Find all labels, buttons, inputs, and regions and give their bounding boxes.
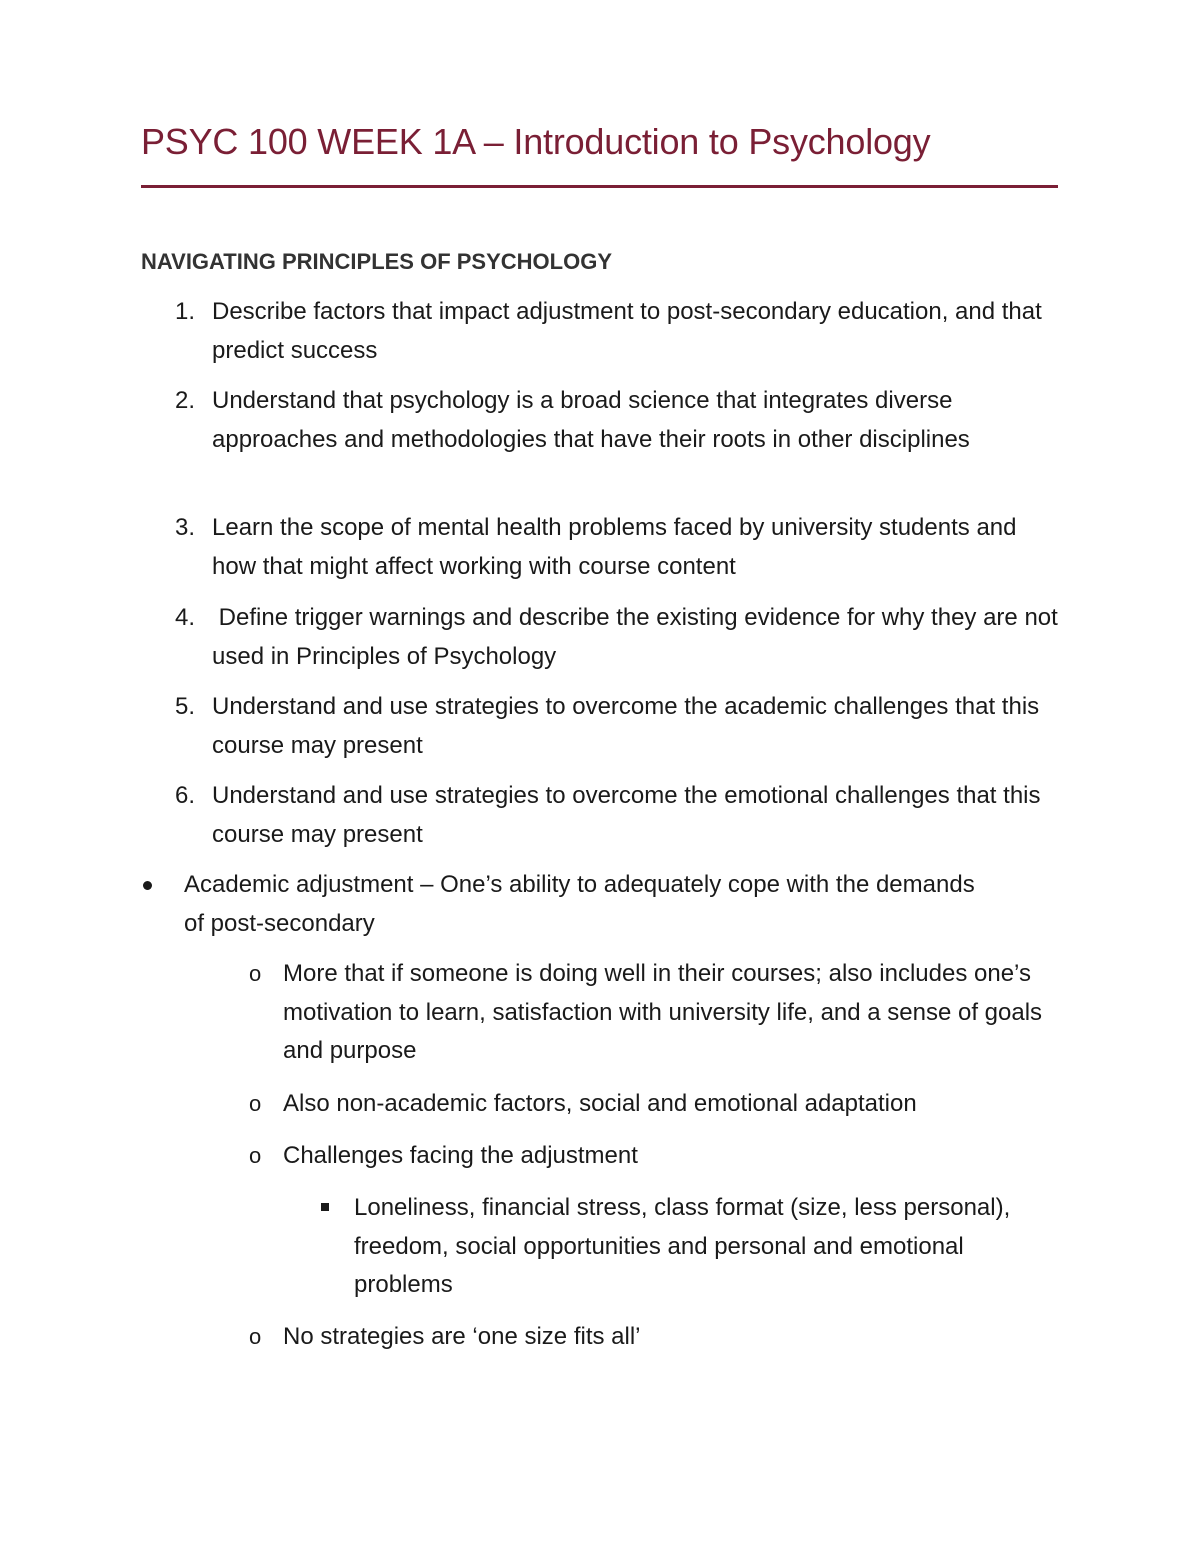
sub-item-text: No strategies are ‘one size fits all’ bbox=[283, 1323, 641, 1350]
objective-number: 3. bbox=[175, 514, 196, 541]
square-bullet-icon bbox=[321, 1203, 329, 1211]
objective-text: Learn the scope of mental health problems faced by university students and how that might affect working with course content bbox=[212, 514, 1017, 580]
objective-text: Understand and use strategies to overcome the emotional challenges that this course may present bbox=[212, 782, 1041, 848]
circle-bullet-icon: o bbox=[249, 961, 262, 986]
objective-text: Describe factors that impact adjustment to post-secondary education, and that predict success bbox=[212, 298, 1042, 364]
objective-number: 1. bbox=[175, 298, 196, 325]
sub-sub-item-text: Loneliness, financial stress, class format (size, less personal), freedom, social opportunities and personal and emotional problems bbox=[354, 1194, 1011, 1298]
sub-item-text: Challenges facing the adjustment bbox=[283, 1142, 638, 1169]
circle-bullet-icon: o bbox=[249, 1091, 262, 1116]
objective-number: 5. bbox=[175, 693, 196, 720]
sub-item-text: Also non-academic factors, social and emotional adaptation bbox=[283, 1090, 917, 1117]
objective-number: 2. bbox=[175, 387, 196, 414]
objective-text: Understand and use strategies to overcome the academic challenges that this course may present bbox=[212, 693, 1040, 759]
page-title: PSYC 100 WEEK 1A – Introduction to Psychology bbox=[141, 121, 931, 162]
bullet-icon bbox=[143, 881, 152, 890]
circle-bullet-icon: o bbox=[249, 1143, 262, 1168]
objective-text: Define trigger warnings and describe the existing evidence for why they are not used in Principles of Psychology bbox=[212, 604, 1065, 670]
objective-number: 4. bbox=[175, 604, 196, 631]
bullet-text: Academic adjustment – One’s ability to adequately cope with the demands of post-secondary bbox=[184, 871, 975, 937]
title-divider bbox=[141, 185, 1058, 188]
sub-item-text: More that if someone is doing well in their courses; also includes one’s motivation to learn, satisfaction with university life, and a sense of goals and purpose bbox=[283, 960, 1043, 1064]
circle-bullet-icon: o bbox=[249, 1324, 262, 1349]
section-heading: NAVIGATING PRINCIPLES OF PSYCHOLOGY bbox=[141, 249, 613, 274]
objective-text: Understand that psychology is a broad science that integrates diverse approaches and methodologies that have their roots in other disciplines bbox=[212, 387, 970, 453]
objective-number: 6. bbox=[175, 782, 196, 809]
